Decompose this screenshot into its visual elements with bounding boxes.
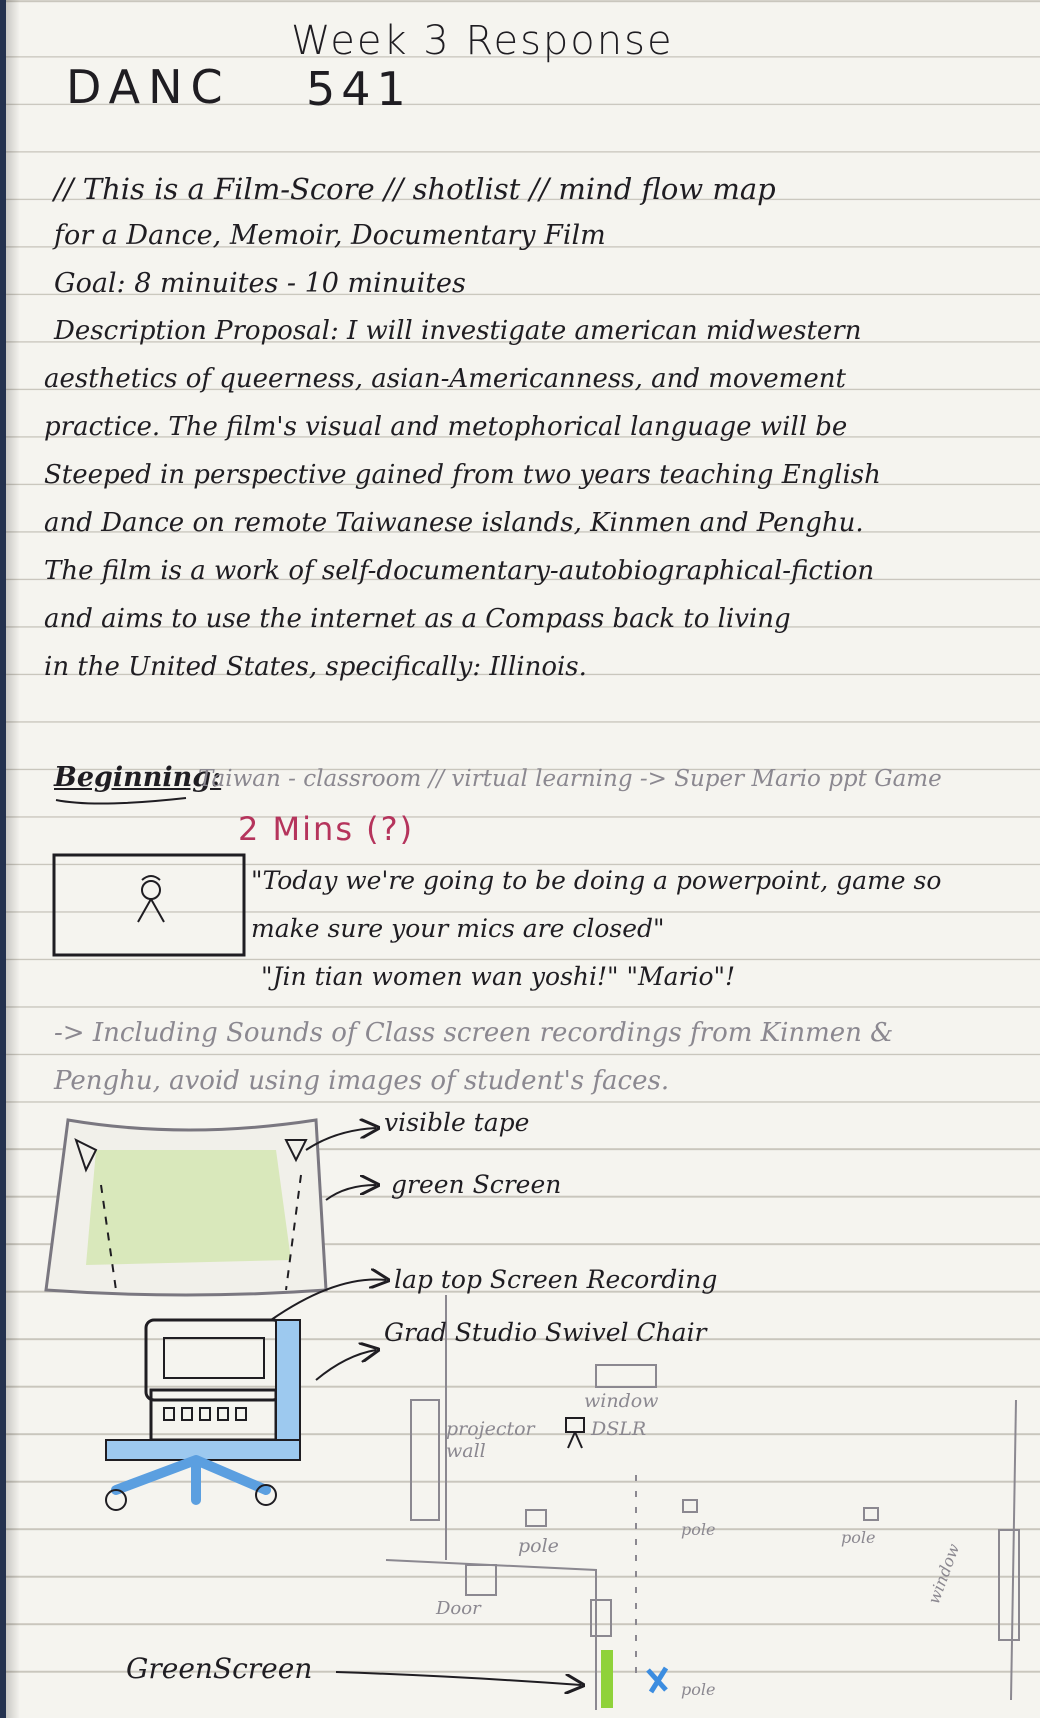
pole-square-b (683, 1500, 697, 1512)
floorplan-dslr: DSLR (591, 1418, 647, 1440)
description-line-2: aesthetics of queerness, asian-Americanness, and movement (44, 364, 846, 394)
projector-wall-shape (411, 1400, 439, 1520)
beginning-heading: Beginning: (54, 762, 222, 793)
intro-line-2: for a Dance, Memoir, Documentary Film (54, 220, 606, 251)
stick-figure-icon (142, 881, 160, 899)
description-line-3: practice. The film's visual and metophorical language will be (44, 412, 848, 442)
pole-square-c (864, 1508, 878, 1520)
note-line-1: -> Including Sounds of Class screen recordings from Kinmen & (54, 1018, 894, 1048)
storyboard-frame (54, 855, 244, 955)
page-title: Week 3 Response (291, 18, 674, 64)
green-screen-sketch (46, 1120, 326, 1295)
heading-underline (56, 798, 186, 804)
floorplan-pole-c: pole (841, 1528, 876, 1547)
description-line-4: Steeped in perspective gained from two years teaching English (44, 460, 881, 490)
floorplan-pole-a: pole (518, 1535, 559, 1557)
description-line-6: The film is a work of self-documentary-autobiographical-fiction (44, 556, 875, 586)
chair-seat (106, 1440, 300, 1460)
door-shape (466, 1565, 496, 1595)
goal-line: Goal: 8 minuites - 10 minuites (54, 268, 466, 299)
pole-square-a (526, 1510, 546, 1526)
label-visible-tape: visible tape (384, 1108, 530, 1137)
studio-floorplan (386, 1295, 1019, 1710)
floorplan-projector-wall: projector wall (446, 1418, 535, 1462)
course-code: DANC (66, 60, 231, 114)
camera-icon (566, 1418, 584, 1448)
window-right-shape (999, 1530, 1019, 1640)
quote-line-1: "Today we're going to be doing a powerpoint, game so (251, 866, 942, 895)
label-chair: Grad Studio Swivel Chair (384, 1318, 707, 1347)
floorplan-pole-d: pole (681, 1680, 716, 1699)
floorplan-window-top: window (584, 1390, 659, 1412)
window-top-shape (596, 1365, 656, 1387)
quote-line-2: make sure your mics are closed" (251, 914, 665, 943)
floorplan-door: Door (436, 1598, 481, 1619)
description-line-5: and Dance on remote Taiwanese islands, Kinmen and Penghu. (44, 508, 864, 538)
description-line-1: Description Proposal: I will investigate american midwestern (54, 316, 862, 346)
beginning-scene: Taiwan - classroom // virtual learning -> Super Mario ppt Game (198, 766, 942, 792)
floorplan-window-right: window (924, 1541, 964, 1607)
green-screen-mark (601, 1650, 613, 1708)
intro-line-1: // This is a Film-Score // shotlist // mind flow map (54, 172, 776, 206)
floorplan-pole-b: pole (681, 1520, 716, 1539)
door-swing-shape (591, 1600, 611, 1636)
blue-mark-icon (648, 1668, 666, 1692)
laptop-chair-sketch (106, 1320, 300, 1510)
laptop-icon (146, 1320, 281, 1400)
course-number: 541 (306, 62, 412, 116)
label-laptop: lap top Screen Recording (394, 1265, 718, 1294)
note-line-2: Penghu, avoid using images of student's faces. (54, 1066, 670, 1096)
description-line-8: in the United States, specifically: Illinois. (44, 652, 587, 682)
floorplan-green-screen: GreenScreen (126, 1652, 313, 1685)
quote-line-3: "Jin tian women wan yoshi!" "Mario"! (261, 962, 736, 991)
label-green-screen: green Screen (391, 1170, 562, 1199)
duration-note: 2 Mins (?) (238, 810, 415, 848)
description-line-7: and aims to use the internet as a Compass back to living (44, 604, 791, 634)
